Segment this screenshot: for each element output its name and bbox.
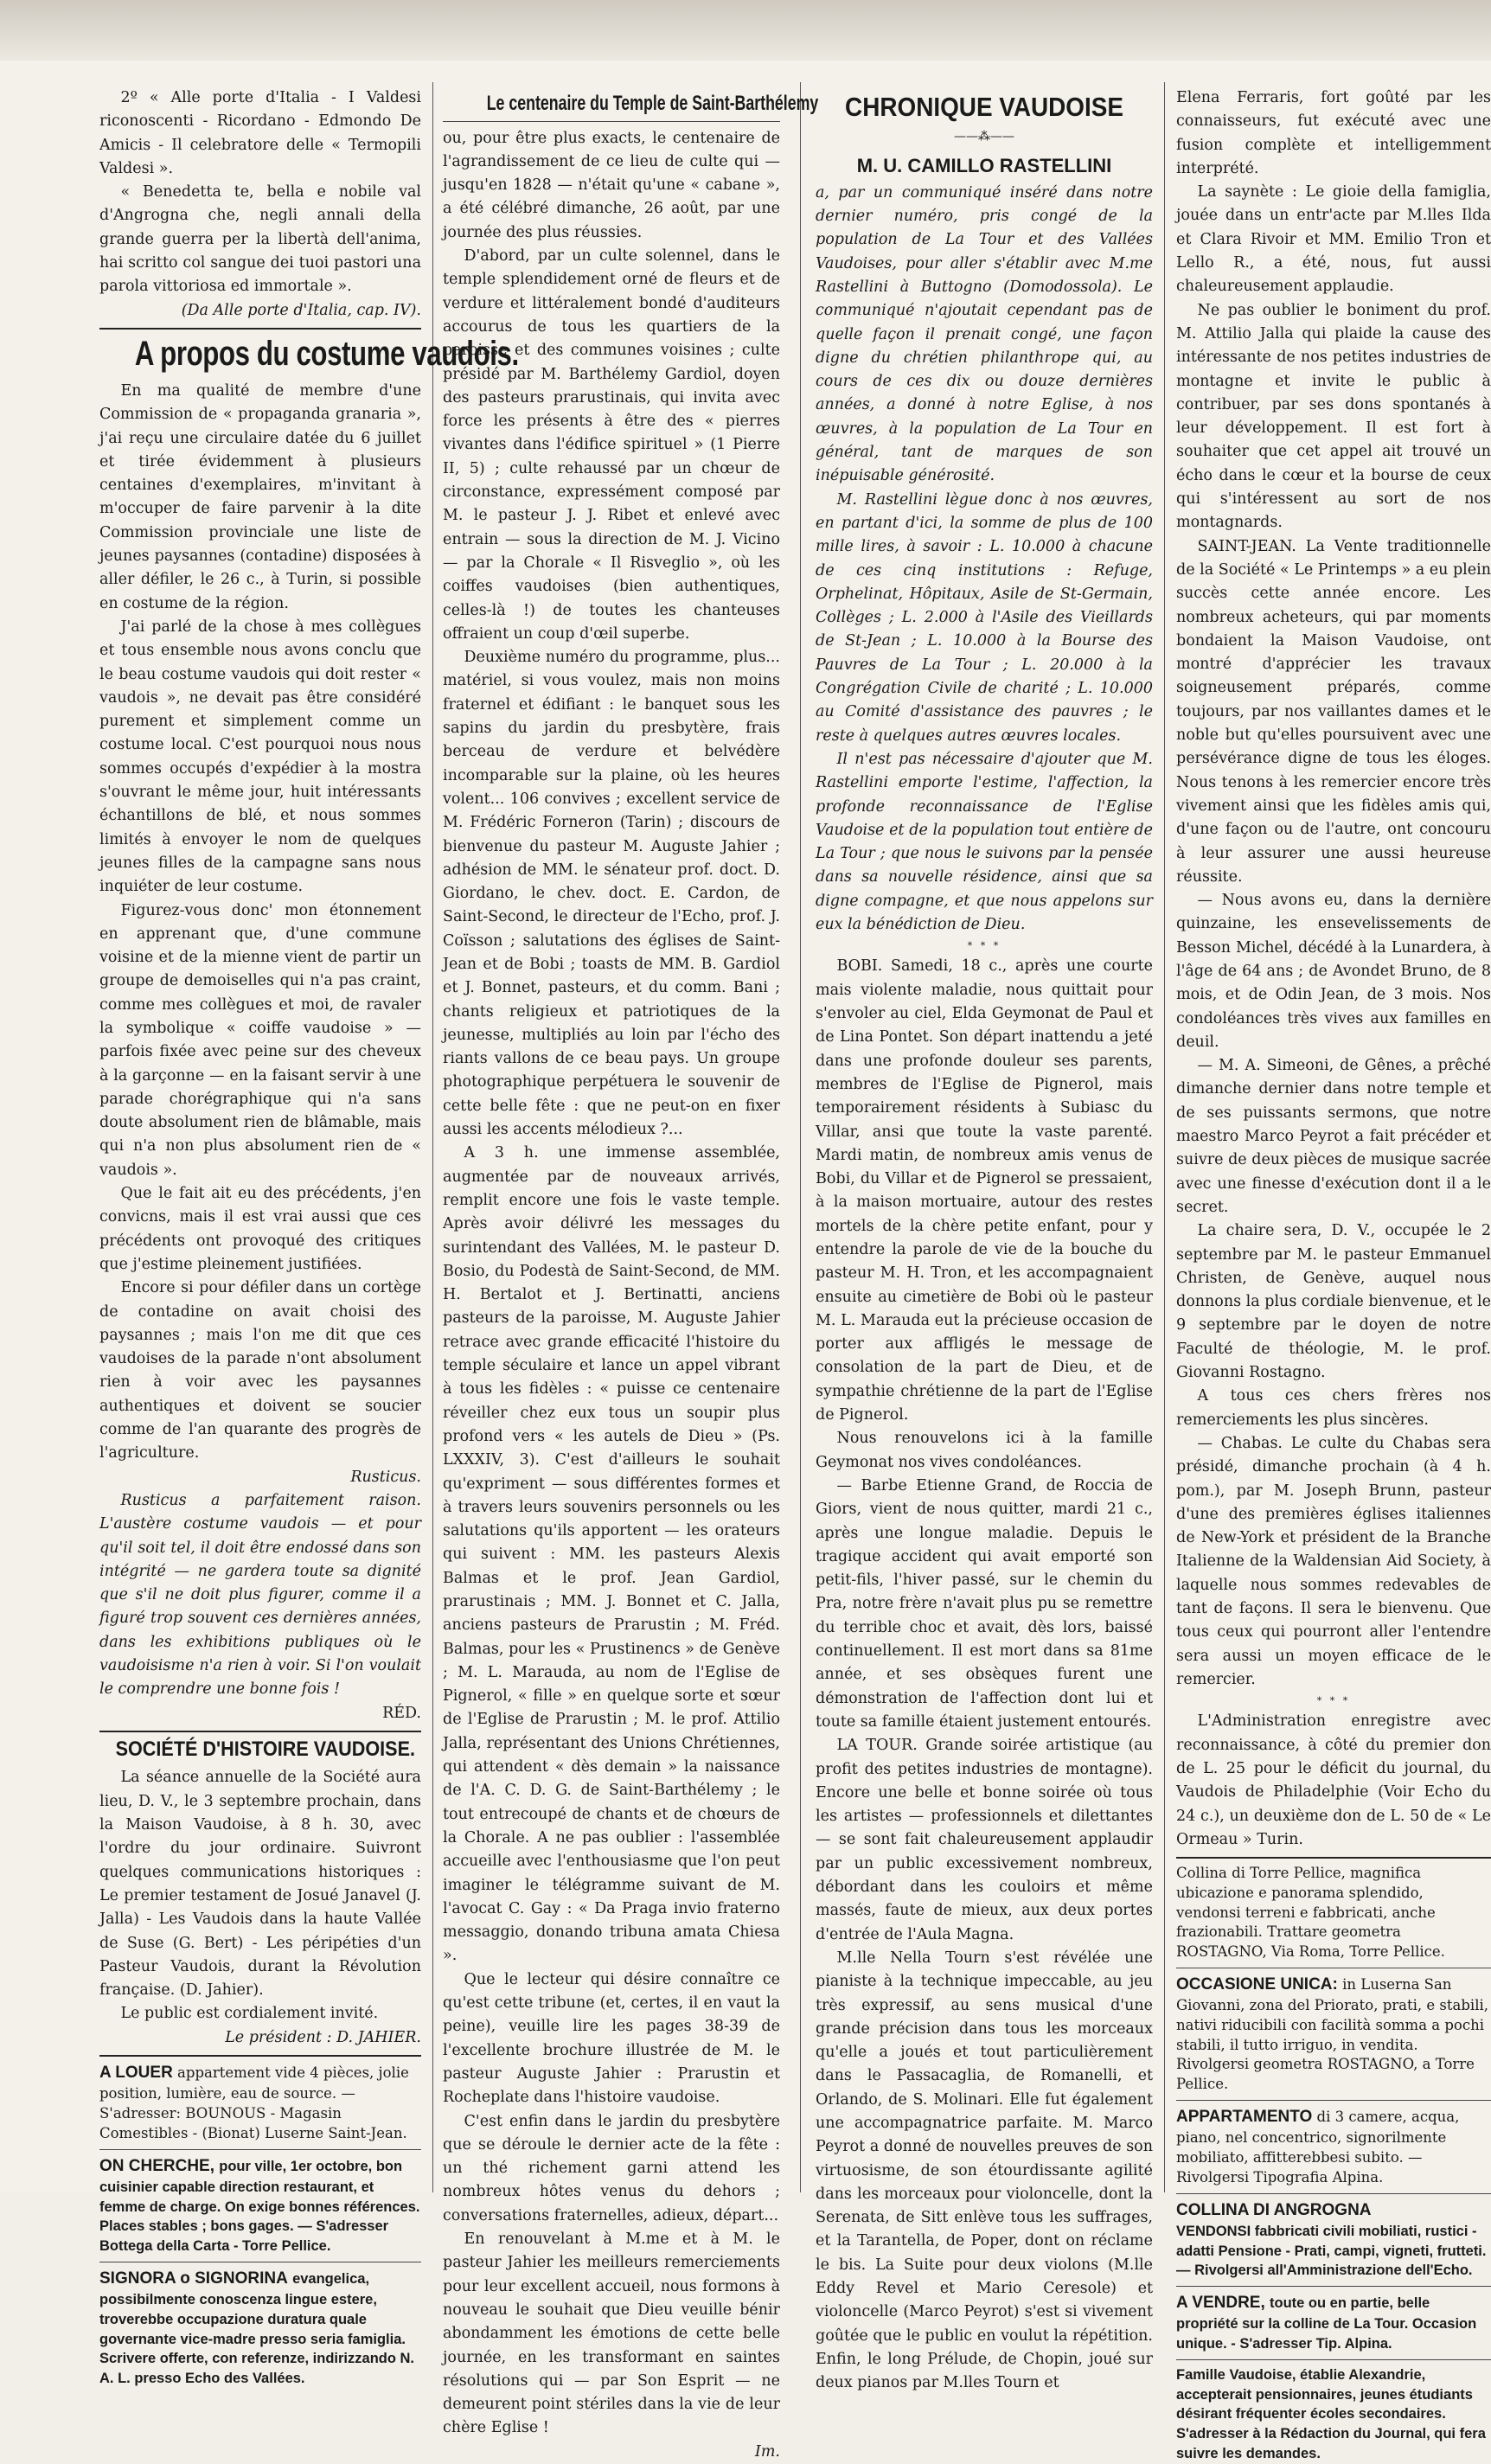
editor-signature: RÉD.: [382, 1704, 421, 1722]
classified-ad: [1176, 2292, 1491, 2354]
article-paragraph: Encore si pour défiler dans un cortège de contadine on avait choisi des paysannes ; mais l'on me dit que ces vaudoises de la parade n'ont absolument rien à voir avec les paysannes authentiques et doivent se soucier comme de l'an quarante des progrès de l'agriculture.: [99, 1279, 421, 1462]
divider: [1176, 1857, 1491, 1859]
ad-lead: ON CHERCHE,: [99, 2156, 215, 2175]
article-paragraph: D'abord, par un culte solennel, dans le temple splendidement orné de fleurs et de verdure et littéralement bondé d'auditeurs accourus de tous les quartiers de la paroisse et des communes voisines ; culte présidé par M. Barthélemy Gardiol, doyen des pasteurs prarustinais, qui invita avec force les présents à être des « pierres vivantes dans l'édifice spirituel » (1 Pierre II, 5) ; culte rehaussé par un chœur de circonstance, expressément composé par M. le pasteur J. J. Ribet et enlevé avec entrain — sous la direction de M. J. Vicino — par la Chorale « Il Risveglio », où les coiffes vaudoises (bien authentiques, celles-là !) de toutes les chanteuses offraient un coup d'œil superbe.: [443, 247, 780, 643]
verse-paragraph: « Benedetta te, bella e nobile val d'Angrogna che, negli annali della grande guerra per la libertà dell'anima, hai scritto col sangue dei tuoi pastori una parola vittoriosa ed immortale ».: [99, 183, 421, 296]
divider: [99, 2149, 421, 2150]
ad-text: evangelica, possibilmente conoscenza lingue estere, troverebbe occupazione duratura quale governante vice-madre presso seria famiglia. Scrivere offerte, con referenze, indirizzando N. A. L. presso Echo des Vallées.: [99, 2270, 415, 2387]
article-paragraph: L'Administration enregistre avec reconnaissance, à côté du premier don de L. 25 pour le déficit du journal, du Vaudois de Philadelphie (Voir Echo du 24 c.), un deuxième don de L. 50 de « Le Ormeau » Turin.: [1176, 1712, 1491, 1848]
society-notice-title: SOCIÉTÉ D'HISTOIRE VAUDOISE.: [115, 1737, 416, 1761]
article-paragraph: M.lle Nella Tourn s'est révélée une pianiste à la technique impeccable, au jeu très expressif, au sens musical d'une grande précision dans tous les morceaux qu'elle a joués et tout particulièrement dans le Passacaglia, de Romanelli, et Orlando, de S. Molinari. Elle fut également une accompagnatrice parfaite. M. Marco Peyrot a donné de nouvelles preuves de son virtuosisme, de son étourdissante agilité dans les morceaux pour violoncelle, dont la Serenata, de Sitt enlève tous les suffrages, et la Tarantella, de Poper, dont on réclame le bis. La Suite pour deux violons (M.lle Eddy Revel et Mario Ceresole) et violoncelle (Marco Peyrot) s'est si vivement goûtée que le public en voulut la répétition. Enfin, le long Prélude, de Chopin, joué sur deux pianos par M.lles Tourn et: [816, 1949, 1153, 2392]
ad-text: appartement vide 4 pièces, jolie position, lumière, eau de source. — S'adresser: BOUNOUS - Magasin Comestibles - (Bionat) Luserne Saint-Jean.: [99, 2064, 409, 2141]
classified-ad: [1176, 2199, 1491, 2282]
divider: [1176, 2100, 1491, 2101]
page-top-edge: [0, 0, 1491, 61]
ad-text: VENDONSI fabbricati civili mobiliati, rustici - adatti Pensione - Prati, campi, vigneti, frutteti. — Rivolgersi all'Amministrazione dell'Echo.: [1176, 2223, 1487, 2279]
classified-ad: [99, 2062, 421, 2144]
article-paragraph: — Chabas. Le culte du Chabas sera présidé, dimanche prochain (à 4 h. pom.), par M. Joseph Brunn, pasteur d'une des premières églises italiennes de New-York et président de la Branche Italienne de la Waldensian Aid Society, à laquelle nous sommes redevables de tant de façons. Il sera le bienvenu. Que tous ceux qui pourront aller l'entendre sera aussi un moyen efficace de le remercier.: [1176, 1434, 1491, 1688]
article-signature: Rusticus.: [350, 1468, 421, 1486]
article-paragraph: Le public est cordialement invité.: [120, 2005, 379, 2023]
article-paragraph: Figurez-vous donc' mon étonnement en apprenant que, d'une commune voisine et de la mienne vient de partir un groupe de demoiselles qui n'a pas craint, comme mes collègues et moi, de ravaler la symbolique « coiffe vaudoise » — parfois fixée avec peine sur des cheveux à la garçonne — en la faisant servir à une parade chorégraphique qui n'a sans doute absolument rien de blâmable, mais qui n'a non plus absolument rien de « vaudois ».: [99, 901, 421, 1179]
article-paragraph: C'est enfin dans le jardin du presbytère que se déroule le dernier acte de la fête : un thé richement garni attend les nombreux hôtes venus du dehors ; conversations fraternelles, adieux, départ...: [443, 2112, 780, 2224]
article-paragraph: SAINT-JEAN. La Vente traditionnelle de la Société « Le Printemps » a eu plein succès cette année encore. Les nombreux acheteurs, qui par moments bondaient la Maison Vaudoise, ont montré d'apprécier les travaux soigneusement préparés, comme toujours, par nos vaillantes dames et le noble but qu'elles poursuivent avec une persévérance digne de tous les éloges. Nous tenons à les remercier encore très vivement ainsi que les fidèles amis qui, d'une façon ou de l'autre, ont concouru à leur assurer une aussi heureuse réussite.: [1176, 537, 1491, 886]
editor-reply: Rusticus a parfaitement raison. L'austère costume vaudois — et pour qu'il soit tel, il doit être endossé dans son intégrité — ne gardera toute sa dignité que s'il ne doit plus figurer, comme il a figuré trop souvent ces dernières années, dans les exhibitions publiques où le vaudoisisme n'a rien à voir. Si l'on voulait le comprendre une bonne fois !: [99, 1491, 421, 1699]
section-stars: * * *: [1316, 1695, 1351, 1707]
ad-lead: OCCASIONE UNICA:: [1176, 1974, 1338, 1994]
verse-paragraph: 2º « Alle porte d'Italia - I Valdesi riconoscenti - Ricordano - Edmondo De Amicis - Il celebratore delle « Termopili Valdesi ».: [99, 89, 421, 177]
chronicle-subtitle: M. U. CAMILLO RASTELLINI: [856, 155, 1112, 177]
article-signature: Im.: [754, 2442, 780, 2461]
article-paragraph: — Nous avons eu, dans la dernière quinzaine, les ensevelissements de Besson Michel, décédé à la Lunardera, à l'âge de 64 ans ; de Avondet Bruno, de 8 mois, et de Odin Jean, de 3 mois. Nos condoléances très vives aux familles en deuil.: [1176, 892, 1491, 1051]
ad-text: pour ville, 1er octobre, bon cuisinier capable direction restaurant, et femme de charge. On exige bonnes références. Places stables ; bons gages. — S'adresser Bottega della Carta - Torre Pellice.: [99, 2158, 420, 2255]
divider: [99, 2055, 421, 2057]
ad-lead: APPARTAMENTO: [1176, 2108, 1313, 2126]
article-paragraph: — Barbe Etienne Grand, de Roccia de Giors, vient de nous quitter, mardi 21 c., après une longue maladie. Depuis le tragique accident qui avait emporté son petit-fils, l'hiver passé, sur le chemin du Pra, notre frère n'avait plus pu se remettre du terrible choc et avait, dès lors, baissé continuellement. Il est mort dans sa 81me année, et ses obsèques furent une démonstration de l'affection dont lui et toute sa famille étaient justement entourés.: [816, 1476, 1153, 1731]
classified-ad: [99, 2155, 421, 2256]
article-paragraph: ou, pour être plus exacts, le centenaire de l'agrandissement de ce lieu de culte qui — jusqu'en 1828 — n'était qu'une « cabane », a été célébré dimanche, 26 août, par une journée des plus réussies.: [443, 129, 780, 241]
article-paragraph: BOBI. Samedi, 18 c., après une courte mais violente maladie, nous quittait pour s'envoler au ciel, Elda Geymonat de Paul et de Lina Pontet. Son départ inattendu a jeté dans une profonde douleur ses parents, membres de l'Eglise de Pignerol, mais temporairement résidents à Subiasc du Villar, ansi que toute la vaste parenté. Mardi matin, de nombreux amis venus de Bobi, du Villar et de Pignerol se pressaient, à la maison mortuaire, autour des restes mortels de la chère petite enfant, pour y entendre la parole de vie de la bouche du pasteur M. H. Tron, et les accompagnaient ensuite au cimetière de Bobi où le pasteur M. L. Marauda eut la précieuse occasion de porter aux affligés le message de consolation de la part de Dieu, et de sympathie chrétienne de la part de l'Eglise de Pignerol.: [816, 957, 1153, 1424]
chronicle-title: CHRONIQUE VAUDOISE: [845, 92, 1123, 122]
centenary-article-title: Le centenaire du Temple de Saint-Barthélemy: [486, 92, 819, 115]
article-paragraph: M. Rastellini lègue donc à nos œuvres, en partant d'ici, la somme de plus de 100 mille lires, à savoir : L. 10.000 à chacune de ces cinq institutions : Refuge, Orphelinat, Hôpitaux, Asile de St-Germain, Collèges ; L. 2.000 à l'Asile des Vieillards de St-Jean ; L. 10.000 à la Bourse des Pauvres de La Tour ; L. 20.000 à la Congrégation Civile de charité ; L. 10.000 au Comité d'assistance des pauvres ; le reste à quelques autres œuvres locales.: [816, 490, 1153, 745]
article-paragraph: Il n'est pas nécessaire d'ajouter que M. Rastellini emporte l'estime, l'affection, la profonde reconnaissance de l'Eglise Vaudoise et de la population tout entière de La Tour ; que nous le suivons par la pensée dans sa nouvelle résidence, ainsi que sa digne compagne, et que nous appelons sur eux la bénédiction de Dieu.: [816, 750, 1153, 933]
article-paragraph: A tous ces chers frères nos remerciements les plus sincères.: [1176, 1387, 1491, 1429]
article-paragraph: La saynète : Le gioie della famiglia, jouée dans un entr'acte par M.lles Ilda et Clara Rivoir et MM. Emilio Tron et Lello R., a été, nous, fut aussi chaleureusement applaudie.: [1176, 183, 1491, 296]
article-paragraph: Elena Ferraris, fort goûté par les connaisseurs, fut exécuté avec une fusion complète et intelligemment interprété.: [1176, 89, 1491, 177]
article-paragraph: Que le lecteur qui désire connaître ce qu'est cette tribune (et, certes, il en vaut la peine), veuille lire les pages 38-39 de l'excellente brochure illustrée de M. le pasteur Auguste Jahier : Prarustin et Rocheplate dans l'histoire vaudoise.: [443, 1970, 780, 2107]
classified-ad: [99, 2268, 421, 2389]
article-paragraph: Ne pas oublier le boniment du prof. M. Attilio Jalla qui plaide la cause des intéressante de nos petites industries de montagne et invite le public à contribuer, par ses dons spontanés à leur développement. Il est fort à souhaiter que cet appel ait trouvé un écho dans le cœur et la bourse de ceux qui s'intéressent au sort de nos montagnards.: [1176, 301, 1491, 532]
article-paragraph: J'ai parlé de la chose à mes collègues et tous ensemble nous avons conclu que le beau costume vaudois qui doit rester « vaudois », ne devait pas être considéré purement et simplement comme un costume local. C'est pourquoi nous nous sommes occupés d'expédier à la mostra s'ouvrant le même jour, huit intéressants échantillons de blé, et nous sommes limités à envoyer le nom de quelques jeunes filles de la campagne sans nous inquiéter de leur costume.: [99, 618, 421, 896]
column-rule: [800, 82, 801, 2192]
ad-text: Collina di Torre Pellice, magnifica ubicazione e panorama splendido, vendonsi terreni e fabbricati, anche frazionabili. Trattare geometra ROSTAGNO, Via Roma, Torre Pellice.: [1176, 1865, 1445, 1961]
article-paragraph: A 3 h. une immense assemblée, augmentée par de nouveaux arrivés, remplit encore une fois le vaste temple. Après avoir délivré les messages du surintendant des Vallées, M. le pasteur D. Bosio, du Podestà de Saint-Second, de MM. H. Bertalot et J. Bertinatti, anciens pasteurs de la paroisse, M. Auguste Jahier retrace avec grande efficacité l'histoire du temple séculaire et lance un appel vibrant à tous les fidèles : « puisse ce centenaire réveiller chez eux tous un soupir plus profond vers « les autels de Dieu » (Ps. LXXXIV, 3). C'est d'ailleurs le souhait qu'expriment — sous différentes formes et à travers leurs souvenirs personnels ou les salutations qu'ils apportent — les orateurs qui suivent : MM. les pasteurs Alexis Balmas et le prof. Jean Gardiol, prarustinais ; MM. J. Bonnet et C. Jalla, anciens pasteurs de Prarustin ; M. Fréd. Balmas, pour les « Prustinencs » de Genève ; M. L. Marauda, au nom de l'Eglise de Pignerol, « fille » en quelque sorte et sœur de l'Eglise de Prarustin ; M. le prof. Attilio Jalla, représentant des Unions Chrétiennes, qui attendent « dès demain » la naissance de l'A. C. D. G. de Saint-Barthélemy ; le tout entrecoupé de chants et de chœurs de la Chorale. A ne pas oublier : l'assemblée accueille avec l'enthousiasme que l'on peut imaginer le télégramme suivant de M. l'avocat C. Gay : « Da Praga invio fraterno messaggio, donando tribuna amata Chiesa ».: [443, 1144, 780, 1965]
article-paragraph: En ma qualité de membre d'une Commission de « propaganda granaria », j'ai reçu une circulaire datée du 6 juillet et tirée évidemment à plusieurs centaines d'exemplaires, m'invitant à m'occuper de faire parvenir à la dite Commission provinciale une liste de jeunes paysannes (contadine) disposées à aller défiler, le 26 c., à Turin, si possible en costume de la région.: [99, 381, 421, 612]
divider: [443, 121, 780, 122]
society-signature: Le président : D. JAHIER.: [225, 2028, 421, 2046]
column-1: [99, 86, 519, 2387]
section-stars: * * *: [967, 940, 1001, 952]
column-rule: [432, 82, 433, 2192]
costume-article-title: A propos du costume vaudois.: [134, 334, 519, 373]
ad-text: Famille Vaudoise, établie Alexandrie, accepterait pensionnaires, jeunes étudiants désirant fréquenter écoles secondaires. S'adresser à la Rédaction du Journal, qui fera suivre les demandes.: [1176, 2366, 1486, 2461]
article-paragraph: a, par un communiqué inséré dans notre dernier numéro, pris congé de la population de La Tour et des Vallées Vaudoises, pour aller s'établir avec M.me Rastellini à Buttogno (Domodossola). Le communiqué n'ajoutait cependant pas de quelle façon il prenait congé, une façon digne du chrétien philanthrope qui, au cours de ces dix ou douze dernières années, a donné à notre Eglise, à nos œuvres, à la population de La Tour en général, tant de marques de son inépuisable générosité.: [816, 183, 1153, 485]
classified-ad: [1176, 2365, 1491, 2464]
classified-ad: [1176, 2106, 1491, 2188]
classified-ad: [1176, 1974, 1491, 2095]
article-paragraph: En renouvelant à M.me et à M. le pasteur Jahier les meilleurs remerciements pour leur excellent accueil, nous formons à nouveau le souhait que Dieu veuille bénir abondamment les émotions de cette belle journée, en les transformant en saintes résolutions qui — par Son Esprit — ne demeurent point stériles dans la vie de leur chère Eglise !: [443, 2230, 780, 2437]
column-rule: [1164, 82, 1165, 2192]
divider: [99, 1731, 421, 1732]
ornament-divider: ——⁂——: [954, 129, 1014, 144]
article-paragraph: Que le fait ait eu des précédents, j'en convicns, mais il est vrai aussi que ces précédents ont provoqué des critiques que j'estime pleinement justifiées.: [99, 1185, 421, 1273]
ad-text: in Luserna San Giovanni, zona del Priorato, prati, e stabili, nativi riducibili con facilità somma a pochi stabili, il tutto irriguo, in vendita. Rivolgersi geometra ROSTAGNO, a Torre Pellice.: [1176, 1975, 1489, 2093]
divider: [1176, 2359, 1491, 2360]
ad-text: toute ou en partie, belle propriété sur la colline de La Tour. Occasion unique. - S'adresser Tip. Alpina.: [1176, 2295, 1477, 2352]
article-paragraph: Deuxième numéro du programme, plus... matériel, si vous voulez, mais non moins fraternel et édifiant : le banquet sous les sapins du jardin du presbytère, frais berceau de verdure et belvédère incomparable sur la plaine, où les heures volent... 106 convives ; excellent service de M. Frédéric Forneron (Tarin) ; discours de bienvenue du pasteur M. Auguste Jahier ; adhésion de MM. le sénateur prof. doct. D. Giordano, le chev. doct. E. Cardon, de Saint-Second, le directeur de l'Echo, prof. J. Coïsson ; salutations des églises de Saint-Jean et de Bobi ; toasts de MM. B. Gardiol et J. Bonnet, pasteurs, et du comm. Bani ; chants religieux et patriotiques de la jeunesse, multipliés au loin par l'écho des riants vallons de ce beau pays. Un groupe photographique perpétuera le souvenir de cette belle fête : que ne peut-on en fixer aussi les accents mélodieux ?...: [443, 649, 780, 1139]
ad-text: di 3 camere, acqua, piano, nel concentrico, signorilmente mobiliato, affitterebbesi subito. — Rivolgersi Tipografia Alpina.: [1176, 2109, 1460, 2186]
divider: [1176, 2286, 1491, 2287]
article-paragraph: Nous renouvelons ici à la famille Geymonat nos vives condoléances.: [816, 1430, 1153, 1471]
article-paragraph: LA TOUR. Grande soirée artistique (au profit des petites industries de montagne). Encore une belle et bonne soirée où tous les artistes — professionnels et dilettantes — se sont fait chaleureusement applaudir par un public excessivement nombreux, débordant dans les couloirs et même massés, faute de mieux, aux deux portes d'entrée de l'Aula Magna.: [816, 1737, 1153, 1943]
article-paragraph: — M. A. Simeoni, de Gênes, a prêché dimanche dernier dans notre temple et de ses puissants sermons, que notre maestro Marco Peyrot a fait précéder et suivre de deux pièces de musique sacrée avec une finesse d'exécution dont il a le secret.: [1176, 1057, 1491, 1216]
column-2: [443, 86, 819, 2461]
divider: [99, 328, 421, 330]
column-4: [1176, 86, 1491, 2461]
divider: [1176, 2193, 1491, 2194]
classified-ad: [1176, 1864, 1491, 1962]
ad-lead: COLLINA DI ANGROGNA: [1176, 2200, 1372, 2219]
ad-lead: A VENDRE,: [1176, 2294, 1265, 2313]
verse-source: (Da Alle porte d'Italia, cap. IV).: [181, 301, 421, 319]
ad-lead: SIGNORA o SIGNORINA: [99, 2269, 288, 2288]
column-3: [816, 86, 1153, 2392]
article-paragraph: La chaire sera, D. V., occupée le 2 septembre par M. le pasteur Emmanuel Christen, de Genève, auquel nous donnons la plus cordiale bienvenue, et le 9 septembre par le doyen de notre Faculté de théologie, M. le prof. Giovanni Rostagno.: [1176, 1222, 1491, 1382]
ad-lead: A LOUER: [99, 2064, 173, 2083]
article-paragraph: La séance annuelle de la Société aura lieu, D. V., le 3 septembre prochain, dans la Maison Vaudoise, à 8 h. 30, avec l'ordre du jour ordinaire. Suivront quelques communications historiques : Le premier testament de Josué Janavel (J. Jalla) - Les Vaudois dans la haute Vallée de Suse (G. Bert) - Les péripéties d'un Pasteur Vaudois, durant la Révolution française. (D. Jahier).: [99, 1769, 421, 2000]
